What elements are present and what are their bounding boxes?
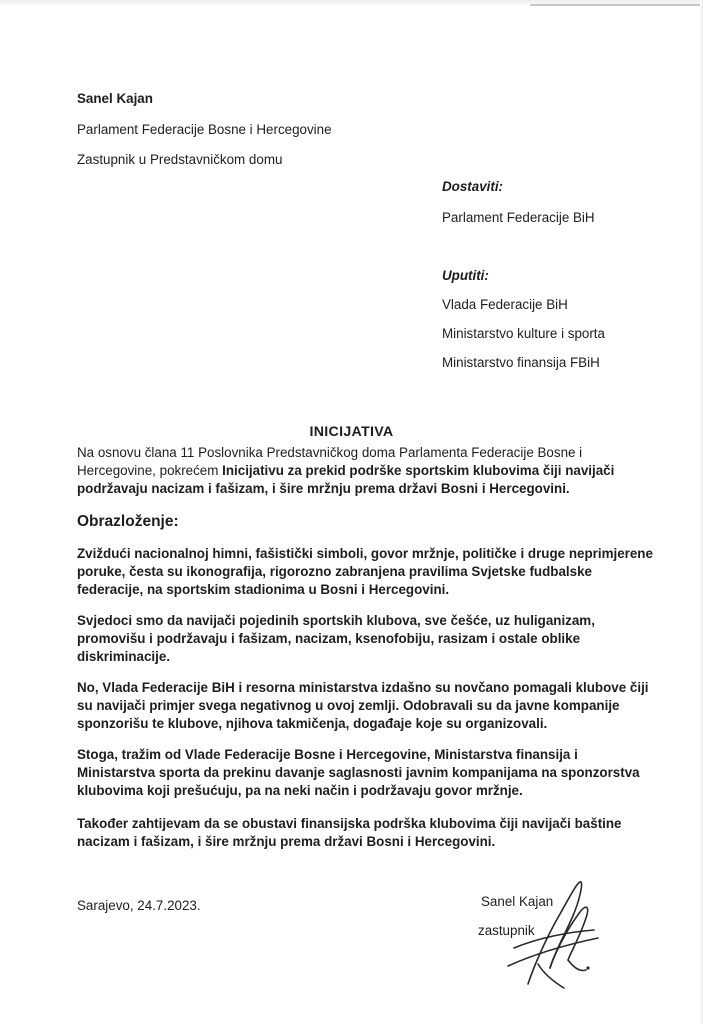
handwritten-signature <box>468 876 618 996</box>
deliver-label: Dostaviti: <box>442 179 504 194</box>
intro-paragraph <box>77 444 637 498</box>
body-paragraph <box>77 746 640 800</box>
document-title: INICIJATIVA <box>309 424 394 440</box>
signature-dot <box>586 966 589 969</box>
deliver-item: Parlament Federacije BiH <box>442 210 595 225</box>
paragraph-line: Zviždući nacionalnoj himni, fašistički simboli, govor mržnje, političke i druge neprimjerene <box>77 546 653 561</box>
intro-initiative-title: Inicijativu za prekid podrške sportskim klubovima čiji navijači <box>222 463 615 478</box>
refer-item: Ministarstvo finansija FBiH <box>442 355 600 370</box>
intro-line-start: Hercegovine, pokrećem <box>77 463 223 478</box>
signature-stroke <box>538 964 564 988</box>
paragraph-line: Ministarstva sporta da prekinu davanje saglasnosti javnim kompanijama na sponzorstva <box>77 765 640 780</box>
signer-name: Sanel Kajan <box>481 894 554 909</box>
scan-mark <box>530 4 700 6</box>
place-date: Sarajevo, 24.7.2023. <box>77 898 201 913</box>
paragraph-line: diskriminacije. <box>77 649 171 664</box>
signature-stroke <box>550 907 588 968</box>
body-paragraph <box>77 815 637 851</box>
refer-item: Ministarstvo kulture i sporta <box>442 326 605 341</box>
paragraph-line: su navijači primjer svega negativnog u ovoj zemlji. Odobravali su da javne kompanije <box>77 698 620 713</box>
section-heading: Obrazloženje: <box>77 513 179 530</box>
paragraph-line: federacije, na sportskim stadionima u Bosni i Hercegovini. <box>77 582 450 597</box>
sender-name: Sanel Kajan <box>77 91 153 106</box>
paragraph-line: klubovima koji prešućuju, pa na neki način i podržavaju govor mržnje. <box>77 783 523 798</box>
sender-role: Zastupnik u Predstavničkom domu <box>77 152 283 167</box>
paragraph-line: promovišu i podržavaju i fašizam, nacizam, ksenofobiju, rasizam i ostale oblike <box>77 631 581 646</box>
paragraph-line: Svjedoci smo da navijači pojedinih sportskih klubova, sve češće, uz huliganizam, <box>77 613 595 628</box>
signer-role: zastupnik <box>478 923 535 938</box>
paragraph-line: sponzorišu te klubove, njihova takmičenja, događaje koje su organizovali. <box>77 716 548 731</box>
sender-org: Parlament Federacije Bosne i Hercegovine <box>77 122 332 137</box>
paragraph-line: Stoga, tražim od Vlade Federacije Bosne i Hercegovine, Ministarstva finansija i <box>77 747 578 762</box>
paragraph-line: nacizam i fašizam, i šire mržnju prema državi Bosni i Hercegovini. <box>77 834 496 849</box>
signature-stroke <box>514 930 594 948</box>
body-paragraph <box>77 545 653 599</box>
intro-line <box>77 462 637 480</box>
paragraph-line: Također zahtijevam da se obustavi finansijska podrška klubovima čiji navijači baštine <box>77 816 622 831</box>
signature-stroke <box>568 960 586 971</box>
intro-line-bold: podržavaju nacizam i fašizam, i šire mržnju prema državi Bosni i Hercegovini. <box>77 481 570 496</box>
paragraph-line: No, Vlada Federacije BiH i resorna ministarstva izdašno su novčano pomagali klubove čiji <box>77 680 649 695</box>
body-paragraph <box>77 679 649 733</box>
paragraph-line: poruke, česta su ikonografija, rigorozno zabranjena pravilima Svjetske fudbalske <box>77 564 592 579</box>
refer-label: Uputiti: <box>442 268 489 283</box>
intro-line: Na osnovu člana 11 Poslovnika Predstavničkog doma Parlamenta Federacije Bosne i <box>77 445 583 460</box>
refer-item: Vlada Federacije BiH <box>442 297 568 312</box>
body-paragraph <box>77 612 637 666</box>
